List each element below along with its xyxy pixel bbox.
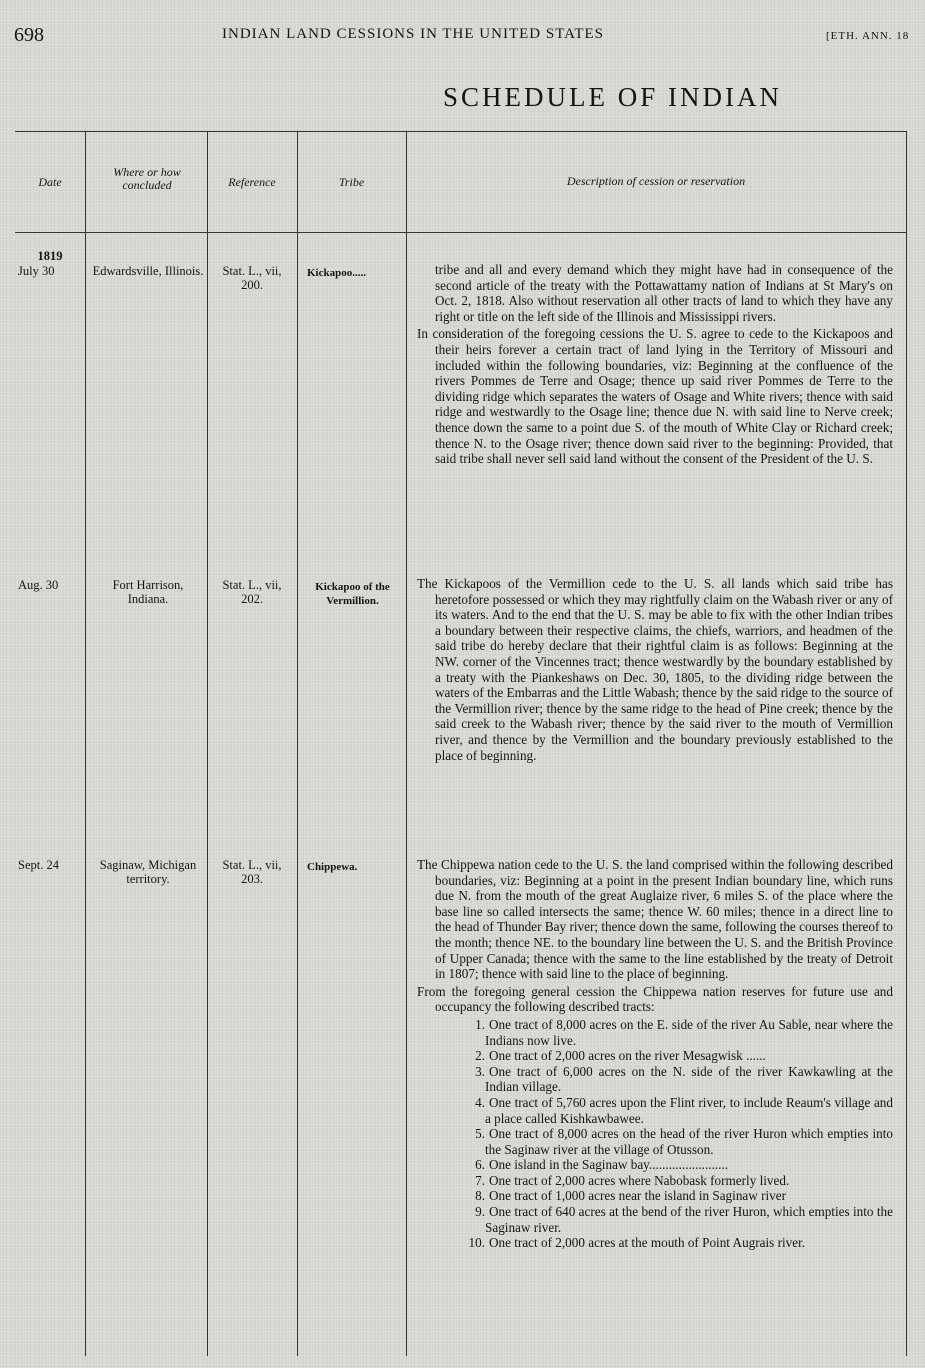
column-header-date: Date <box>38 175 62 189</box>
description-paragraph: In consideration of the foregoing cessions the U. S. agree to cede to the Kickapoos and their heirs forever a certain tract of land lying in the Territory of Missouri and included within the following boundaries, viz: Beginning at the confluence of the rivers Pommes de Terre and Osage; thence up said river Pommes de Terre to the dividing ridge which separates the waters of Osage and White rivers; thence with said ridge and westwardly to the Osage line; thence due N. with said line to Nerve creek; thence down the same to a point due S. of the mouth of White Clay or Richard creek; thence N. to the Osage river; thence down said river to the beginning: Provided, that said tribe shall never sell said land without the consent of the President of the U. S. <box>417 326 893 467</box>
list-item <box>417 1048 893 1064</box>
entry-where: Edwardsville, Illinois. <box>92 264 204 278</box>
entry-date: Sept. 24 <box>18 858 59 872</box>
list-item-number: 9. <box>475 1204 485 1220</box>
list-item <box>417 1235 893 1251</box>
entry-reference: Stat. L., vii, 200. <box>222 264 282 292</box>
reserved-tracts-list <box>417 1017 893 1251</box>
list-item <box>417 1064 893 1095</box>
list-item-number: 10. <box>468 1235 485 1251</box>
list-item <box>417 1095 893 1126</box>
list-item-text: One tract of 5,760 acres upon the Flint river, to include Reaum's village and a place called Kishkawbawee. <box>485 1094 893 1126</box>
entry-description <box>417 857 893 1251</box>
description-paragraph: tribe and all and every demand which they might have had in consequence of the second article of the treaty with the Pottawattamy nation of Indians at St Mary's on Oct. 2, 1818. Also without reservation all other tracts of land to which they have any right or title on the left side of the Illinois and Mississippi rivers. <box>435 262 893 324</box>
entry-date: Aug. 30 <box>18 578 59 592</box>
column-header-where: Where or how concluded <box>113 165 181 192</box>
column-header-tribe: Tribe <box>338 175 365 189</box>
entry-tribe: Kickapoo of the Vermillion. <box>315 581 390 607</box>
list-item <box>417 1126 893 1157</box>
list-item-text: One tract of 2,000 acres where Nabobask formerly lived. <box>489 1172 790 1188</box>
list-item-number: 7. <box>475 1172 485 1188</box>
entry-reference: Stat. L., vii, 202. <box>222 578 282 606</box>
running-right: [ETH. ANN. 18 <box>826 30 910 42</box>
table-right-rule <box>906 131 907 1356</box>
list-item-text: One tract of 640 acres at the bend of the river Huron, which empties into the Saginaw river. <box>485 1204 893 1235</box>
list-item <box>417 1157 893 1173</box>
entry-reference: Stat. L., vii, 203. <box>222 858 282 886</box>
entry-description <box>417 576 893 765</box>
list-item-number: 4. <box>475 1094 485 1110</box>
list-item <box>417 1173 893 1189</box>
list-item <box>417 1017 893 1048</box>
entry-description <box>417 262 893 469</box>
list-item-number: 2. <box>475 1048 485 1064</box>
column-divider <box>406 131 407 1356</box>
page-number: 698 <box>14 24 44 46</box>
entry-where: Saginaw, Michigan territory. <box>99 858 197 886</box>
entry-year: 1819 <box>37 249 63 263</box>
list-item-text: One tract of 2,000 acres on the river Mesagwisk ...... <box>489 1048 766 1064</box>
description-paragraph: From the foregoing general cession the Chippewa nation reserves for future use and occupancy the following described tracts: <box>417 983 893 1015</box>
header-bottom-rule <box>15 232 907 233</box>
list-item-text: One tract of 8,000 acres on the E. side of the river Au Sable, near where the Indians now live. <box>485 1016 893 1048</box>
column-header-description: Description of cession or reservation <box>566 174 746 188</box>
entry-tribe: Chippewa. <box>307 861 358 873</box>
entry-tribe: Kickapoo..... <box>307 267 366 279</box>
entry-where: Fort Harrison, Indiana. <box>112 578 184 606</box>
schedule-title: SCHEDULE OF INDIAN <box>443 82 782 112</box>
column-header-reference: Reference <box>228 175 276 189</box>
column-divider <box>85 131 86 1356</box>
list-item-number: 8. <box>475 1188 485 1204</box>
list-item-number: 3. <box>475 1063 485 1079</box>
table-top-rule <box>15 131 907 132</box>
list-item-text: One island in the Saginaw bay........................ <box>489 1157 729 1173</box>
list-item-text: One tract of 8,000 acres on the head of the river Huron which empties into the Saginaw river at the village of Otusson. <box>485 1126 893 1157</box>
running-title: INDIAN LAND CESSIONS IN THE UNITED STATES <box>222 26 605 42</box>
column-divider <box>297 131 298 1356</box>
list-item <box>417 1204 893 1235</box>
list-item-text: One tract of 6,000 acres on the N. side of the river Kawkawling at the Indian village. <box>485 1063 893 1095</box>
description-paragraph: The Chippewa nation cede to the U. S. the land comprised within the following described boundaries, viz: Beginning at a point in the present Indian boundary line, which runs due N. from the mouth of the great Auglaize river, 6 miles S. of the place where the base line so called intersects the same; thence W. 60 miles; thence in a direct line to the head of Thunder Bay river; thence down the same, following the courses thereof to the month; thence NE. to the boundary line between the U. S. and the British Province of Upper Canada; thence with the same to the line established by the treaty of Detroit in 1807; thence with said line to the place of beginning. <box>417 857 893 982</box>
list-item-number: 5. <box>475 1126 485 1142</box>
list-item-number: 1. <box>475 1016 485 1032</box>
list-item-text: One tract of 2,000 acres at the mouth of Point Augrais river. <box>489 1235 806 1251</box>
entry-date: July 30 <box>18 264 55 278</box>
description-paragraph: The Kickapoos of the Vermillion cede to the U. S. all lands which said tribe has heretofore possessed or which they may rightfully claim on the Wabash river or any of its waters. And to the end that the U. S. may be able to fix with the other Indian tribes a boundary between their respective claims, the chiefs, warriors, and headmen of the said tribe do hereby declare that their rightful claim is as follows: Beginning at the NW. corner of the Vincennes tract; thence westwardly by the boundary established by a treaty with the Piankeshaws on Dec. 30, 1805, to the dividing ridge between the waters of the Embarras and the Little Wabash; thence by the said ridge to the source of the Vermillion river; thence by the same ridge to the head of Pine creek; thence by the said creek to the Wabash river; thence by the said river to the mouth of Vermillion river, and thence by the Vermillion and the boundary previously established to the place of beginning. <box>417 576 893 763</box>
list-item-text: One tract of 1,000 acres near the island in Saginaw river <box>489 1188 786 1204</box>
column-divider <box>207 131 208 1356</box>
list-item-number: 6. <box>475 1157 485 1173</box>
list-item <box>417 1188 893 1204</box>
